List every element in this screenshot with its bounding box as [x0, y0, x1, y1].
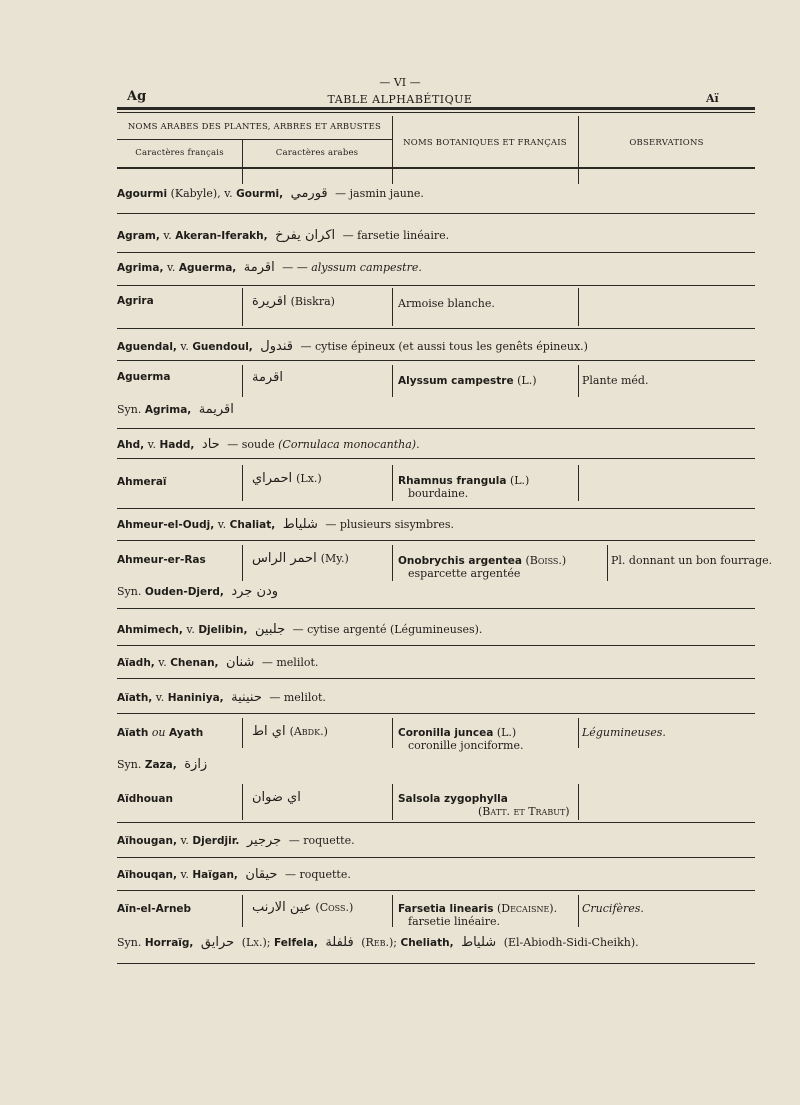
list-item: Ahmimech, v. Djelibin, جلبين — cytise argenté (Légumineuses). [117, 622, 483, 637]
table-cell-botanical: Armoise blanche. [398, 297, 495, 310]
col-header-arabic-chars: Caractères arabes [275, 148, 359, 158]
col-divider [392, 545, 393, 581]
table-cell-name: Aïn-el-Arneb [117, 903, 192, 915]
list-item: Aïhouqan, v. Haïgan, حيقان — roquette. [117, 867, 351, 882]
col-divider [392, 784, 393, 820]
table-cell-botanical: Farsetia linearis (Decaisne). farsetie linéaire. [398, 902, 558, 928]
row-rule [117, 458, 755, 459]
table-cell-arabic: اقرمة [252, 370, 283, 385]
synonym-line: Syn. Agrima, اقريمة [117, 402, 234, 417]
row-rule [117, 678, 755, 679]
col-divider [242, 465, 243, 501]
col-divider [578, 784, 579, 820]
table-cell-botanical: Alyssum campestre (L.) [398, 374, 537, 387]
col-divider [578, 116, 579, 184]
col-divider [578, 465, 579, 501]
list-item: Aïath, v. Haniniya, حنينية — melilot. [117, 690, 326, 705]
table-cell-observation: Pl. donnant un bon fourrage. [611, 554, 773, 567]
row-rule [117, 890, 755, 891]
header-rule [117, 107, 755, 110]
col-divider [242, 365, 243, 397]
synonym-line: Syn. Zaza, زازة [117, 757, 208, 772]
table-cell-observation: Légumineuses. [582, 726, 666, 739]
col-divider [242, 545, 243, 581]
row-rule [117, 285, 755, 286]
table-cell-observation: Plante méd. [582, 374, 649, 387]
row-rule [117, 857, 755, 858]
col-divider [578, 365, 579, 397]
col-divider [607, 545, 608, 581]
col-header-french-chars: Caractères français [135, 148, 224, 158]
table-cell-name: Aïath ou Ayath [117, 726, 204, 739]
table-cell-botanical: Onobrychis argentea (Boiss.) esparcette argentée [398, 554, 567, 580]
table-cell-arabic: اقريرة (Biskra) [252, 294, 335, 309]
table-cell-arabic: اي اط (Abdk.) [252, 724, 328, 739]
table-cell-observation: Crucifères. [582, 902, 644, 915]
list-item: Aïhougan, v. Djerdjir. جرجير — roquette. [117, 833, 355, 848]
col-divider [578, 718, 579, 748]
col-subheader-rule [117, 139, 392, 140]
row-rule [117, 328, 755, 329]
row-rule [117, 508, 755, 509]
col-divider [242, 895, 243, 927]
table-cell-name: Aguerma [117, 371, 171, 383]
table-cell-name: Ahmeur-er-Ras [117, 554, 206, 566]
col-divider [242, 140, 243, 184]
col-divider [242, 718, 243, 748]
list-item: Aïadh, v. Chenan, شنان — melilot. [117, 655, 319, 670]
row-rule [117, 822, 755, 823]
col-divider [242, 288, 243, 326]
table-cell-botanical: Salsola zygophylla (Batt. et Trabut) [398, 793, 570, 818]
table-cell-botanical: Coronilla juncea (L.) coronille jonciforme. [398, 726, 524, 752]
row-rule [117, 428, 755, 429]
row-rule [117, 645, 755, 646]
row-rule [117, 213, 755, 214]
list-item: Ahd, v. Hadd, حاد — soude (Cornulaca monocantha). [117, 437, 420, 452]
page-title: TABLE ALPHABÉTIQUE [327, 93, 473, 106]
col-divider [392, 895, 393, 927]
col-divider [578, 288, 579, 326]
list-item: Ahmeur-el-Oudj, v. Chaliat, شلياط — plusieurs sisymbres. [117, 517, 455, 532]
col-divider [392, 465, 393, 501]
header-rule-thin [117, 112, 755, 113]
table-cell-arabic: احمر الراس (My.) [252, 551, 349, 566]
table-cell-arabic: عين الارنب (Coss.) [252, 900, 354, 915]
right-guide-word: Aï [706, 92, 719, 105]
synonym-line: Syn. Ouden-Djerd, ودن جرد [117, 584, 279, 599]
col-header-observations: OBSERVATIONS [629, 138, 704, 148]
row-rule [117, 540, 755, 541]
col-divider [242, 784, 243, 820]
table-cell-botanical: Rhamnus frangula (L.) bourdaine. [398, 474, 530, 500]
row-rule [117, 963, 755, 964]
col-divider [392, 718, 393, 748]
row-rule [117, 713, 755, 714]
table-cell-arabic: اي ضوان [252, 790, 301, 805]
col-divider [578, 895, 579, 927]
table-cell-name: Ahmeraï [117, 476, 167, 488]
col-divider [392, 288, 393, 326]
table-cell-arabic: احمراي (Lx.) [252, 471, 322, 486]
col-divider [392, 116, 393, 184]
page-number: — VI — [379, 76, 421, 89]
list-item: Aguendal, v. Guendoul, قندول — cytise épineux (et aussi tous les genêts épineux.) [117, 339, 588, 354]
list-item: Agram, v. Akeran-Iferakh, اكران يفرخ — farsetie linéaire. [117, 228, 450, 243]
col-header-arabic-names: NOMS ARABES DES PLANTES, ARBRES ET ARBUSTES [127, 122, 382, 132]
table-cell-name: Aïdhouan [117, 793, 173, 805]
list-item: Agrima, v. Aguerma, اقرمة — — alyssum campestre. [117, 260, 422, 275]
col-header-bottom-rule [117, 167, 755, 169]
row-rule [117, 608, 755, 609]
synonym-line: Syn. Horraïg, حرايق (Lx.); Felfela, فلفلة (Reb.); Cheliath, شلياط (El-Abiodh-Sidi-Cheikh). [117, 935, 639, 950]
list-item: Agourmi (Kabyle), v. Gourmi, قورمي — jasmin jaune. [117, 186, 424, 201]
left-guide-word: Ag [127, 89, 147, 104]
table-cell-name: Agrira [117, 295, 154, 307]
col-header-botanical: NOMS BOTANIQUES ET FRANÇAIS [403, 138, 567, 148]
row-rule [117, 360, 755, 361]
row-rule [117, 252, 755, 253]
col-divider [392, 365, 393, 397]
